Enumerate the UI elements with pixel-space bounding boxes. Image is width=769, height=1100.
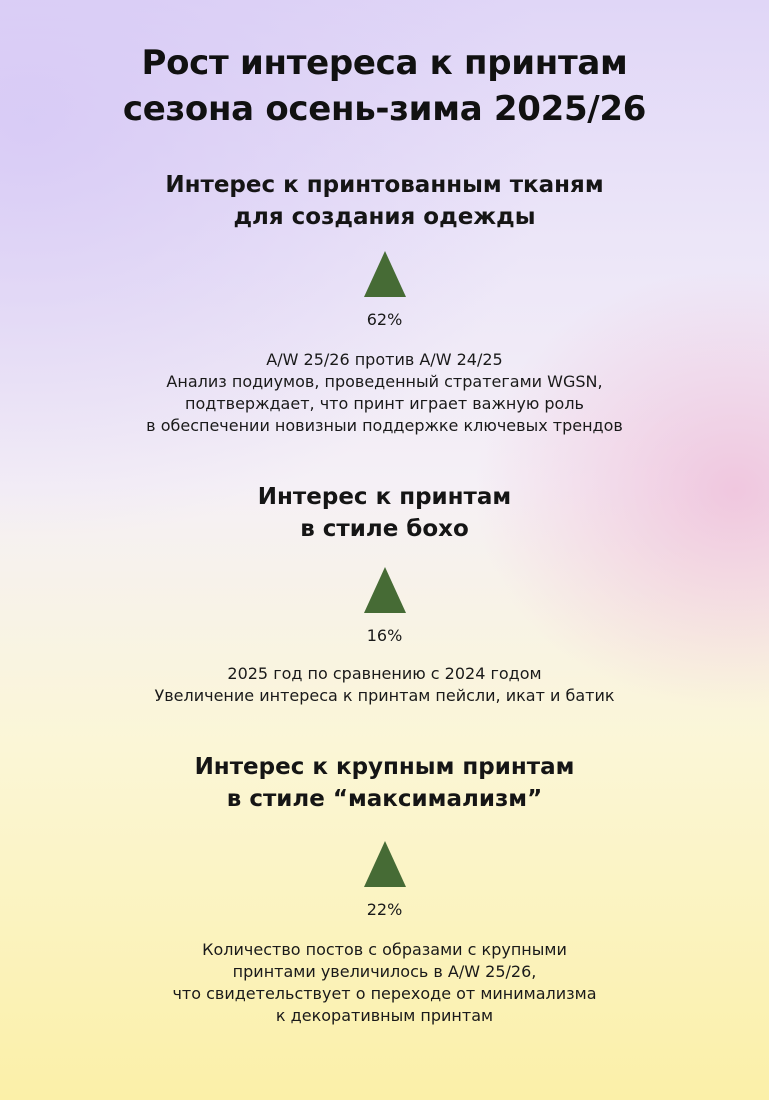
- stat-section-boho-prints: [0, 481, 769, 707]
- section-title: [0, 169, 769, 233]
- section-title-line: Интерес к принтам: [257, 484, 512, 510]
- up-triangle-icon: [364, 251, 406, 297]
- up-triangle-icon: [364, 567, 406, 613]
- section-title-line: Интерес к принтованным тканям: [165, 172, 604, 198]
- stat-section-maximalism-prints: [0, 751, 769, 1027]
- up-triangle-icon: [364, 841, 406, 887]
- growth-percent: 16%: [366, 626, 403, 645]
- section-description: [0, 663, 769, 707]
- section-title-line: в стиле “максимализм”: [226, 786, 543, 812]
- section-description: [0, 349, 769, 437]
- description-line: к декоративным принтам: [275, 1006, 494, 1025]
- page-title: [0, 40, 769, 132]
- description-line: принтами увеличилось в A/W 25/26,: [232, 962, 537, 981]
- section-title-line: Интерес к крупным принтам: [194, 754, 575, 780]
- description-line: подтверждает, что принт играет важную роль: [185, 394, 584, 413]
- section-title-line: для создания одежды: [233, 204, 536, 230]
- growth-percent: 62%: [366, 310, 403, 329]
- section-title-line: в стиле бохо: [300, 516, 469, 542]
- description-line: A/W 25/26 против A/W 24/25: [266, 350, 503, 369]
- description-line: Количество постов с образами с крупными: [202, 940, 567, 959]
- description-line: в обеспечении новизныи поддержке ключевых трендов: [146, 416, 623, 435]
- page-title-line-1: Рост интереса к принтам: [141, 43, 628, 83]
- section-title: [0, 481, 769, 545]
- description-line: 2025 год по сравнению с 2024 годом: [227, 664, 542, 683]
- page-title-line-2: сезона осень-зима 2025/26: [122, 89, 647, 129]
- description-line: Анализ подиумов, проведенный стратегами WGSN,: [166, 372, 603, 391]
- section-description: [0, 939, 769, 1027]
- section-title: [0, 751, 769, 815]
- stat-section-printed-fabrics: [0, 169, 769, 437]
- growth-percent: 22%: [366, 900, 403, 919]
- description-line: Увеличение интереса к принтам пейсли, икат и батик: [154, 686, 615, 705]
- description-line: что свидетельствует о переходе от минимализма: [172, 984, 597, 1003]
